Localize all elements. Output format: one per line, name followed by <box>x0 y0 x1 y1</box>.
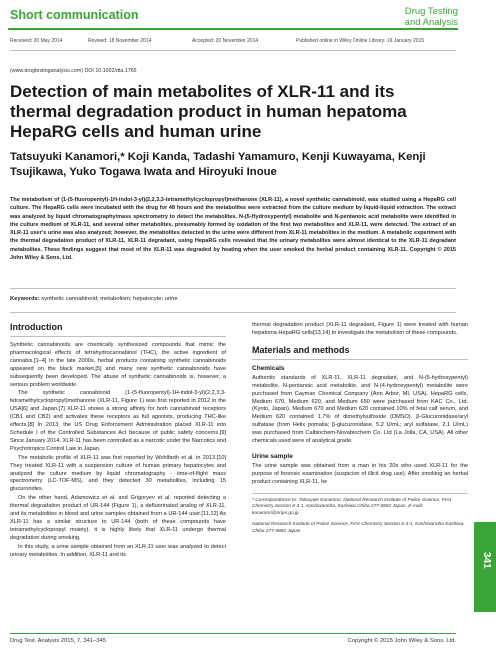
intro-continued: thermal degradation product (XLR-11 degradant, Figure 1) were treated with human hepatoma HepaRG cells[13,14] to investigate the metabolism of these compounds. <box>252 322 468 336</box>
article-title: Detection of main metabolites of XLR-11 and its thermal degradation product in human hepatoma HepaRG cells and human urine <box>10 82 407 141</box>
citation: Drug Test. Analysis 2015, 7, 341–345 <box>10 638 106 644</box>
author-list: Tatsuyuki Kanamori,* Koji Kanda, Tadashi Yamamuro, Kenji Kuwayama, Kenji Tsujikawa, Yuko Togawa Iwata and Hiroyuki Inoue <box>10 151 426 178</box>
journal-name <box>405 6 458 28</box>
keywords-label: Keywords: <box>10 296 40 302</box>
published-date: Published online in Wiley Online Library: 19 January 2015 <box>296 38 425 44</box>
methods-heading: Materials and methods <box>252 344 350 355</box>
urine-sample-heading: Urine sample <box>252 452 293 460</box>
footnote-rule <box>252 493 468 494</box>
left-column <box>10 322 226 560</box>
footer-rule <box>10 633 456 634</box>
intro-paragraph: On the other hand, Adamowicz et al. and Grigoryev et al. reported detecting a thermal degradation product of UR-144 (Figure 1), a defluorinated analog of XLR-11, and its metabolites in blood and urine samples obtained from a UR-144 user.[11,12] As XLR-11 has a similar structure to UR-144 (both of these compounds have tetramethylcyclopropyl moiety), it is highly likely that XLR-11 undergo thermal degradation during smoking. <box>10 495 226 541</box>
chemicals-text: Authentic standards of XLR-11, XLR-11 degradant, and N-(5-hydroxypentyl) metabolite, N-pentanoic acid metabolite, and N-(4-hydroxypentyl) metabolite were purchased from Cayman Chemical Company (Ann Arbor, MI, USA). HepaRG cells, Medium 670, Medium 620, and Medium 650 were purchased from KAC Co., Ltd. (Kyoto, Japan). Medium 670 and Medium 620 contained 10% of fetal calf serum, and Medium 620 contained 1.7% of dimethylsulfoxide (DMSO). β-Glucuronidase/aryl sulfatase (from Helix pomatia; β-glucuronidase, 5.2 U/mL; aryl sulfatase, 2.1 U/mL) was purchased from Calbiochem-Novabiochem Co. Ltd (La Jolla, CA, USA). All other chemicals used were of analytical grade. <box>252 374 468 445</box>
article-type: Short communication <box>10 8 139 22</box>
accepted-date: Accepted: 20 November 2014 <box>192 38 259 44</box>
keywords-rule <box>10 312 456 313</box>
received-date: Received: 20 May 2014 <box>10 38 63 44</box>
journal-name-line1: Drug Testing <box>404 6 458 17</box>
abstract: The metabolism of (1-(5-fluoropentyl)-1H-indol-3-yl)(2,2,3,3-tetramethylcyclopropyl)methanone (XLR-11), a novel synthetic cannabinoid, was studied using a HepaRG cell culture. The HepaRG cells were incubated with the drug for 48 hours and the metabolites were extracted from the culture medium by liquid-liquid extraction. The extract was analyzed by liquid chromatography/mass spectrometry to detect the metabolites. N-(5-Hydroxypentyl) metabolite and N-pentanoic acid metabolite were identified in the culture medium of XLR-11, and several other metabolites, presumably formed by oxidation of the first two metabolites and XLR-11, were detected. The extract of an XLR-11 user's urine was also analyzed; however, the metabolites detected in the urine were different from XLR-11 metabolites in the medium. A metabolic experiment with the thermal degradation product of XLR-11, XLR-11 degradant, using HepaRG cells revealed that the urinary metabolites were almost identical to the XLR-11 degradant metabolites. These findings suggest that most of the XLR-11 was degraded by heating when the user smoked the herbal product containing XLR-11. Copyright © 2015 John Wiley & Sons, Ltd. <box>10 197 456 262</box>
copyright: Copyright © 2015 John Wiley & Sons, Ltd. <box>347 638 456 644</box>
abstract-rule <box>10 288 456 289</box>
keywords-text: synthetic cannabinoid; metabolism; hepatocyte; urine <box>41 296 178 302</box>
intro-paragraph: The metabolic profile of XLR-11 was first reported by Wohlfarth et al. in 2013.[10] They treated XLR-11 with a suspension culture of human primary hepatocytes and analyzed the culture medium by liquid chromatography - time-of-flight mass spectrometry (LC-TOF-MS), and they detected 30 metabolites, including 15 glucuronides. <box>10 454 226 493</box>
intro-paragraph: In this study, a urine sample obtained from an XLR-11 user was analyzed to detect urinary metabolites. In addition, XLR-11 and its <box>10 543 226 558</box>
journal-name-line2: and Analysis <box>404 17 458 28</box>
section-rule <box>10 336 226 337</box>
correspondence-footnote: * Correspondence to: Tatsuyuki Kanamori, National Research Institute of Police Science, First Chemistry Section 6-3-1, Kashiwanoha, Kashiwa Chiba 277-0882 Japan. E-mail: kanamori@nrips.go.jp <box>252 497 451 517</box>
keywords <box>10 296 178 302</box>
urine-sample-text: The urine sample was obtained from a man in his 20s who used XLR-11 for the purpose of forensic examination (suspicion of illicit drug use). After smoking an herbal product containing XLR-11, he <box>252 462 468 485</box>
affiliation-footnote: National Research Institute of Police Science, First Chemistry Section 6-3-1, Kashiwanoha Kashiwa Chiba 277-0882 Japan <box>252 522 464 534</box>
intro-paragraph: Synthetic cannabinoids are chemically synthesized compounds that mimic the pharmacological effects of tetrahydrocannabinol (THC), the active ingredient of cannabis.[1–4] In the late 2000s, herbal products containing synthetic cannabinoids appeared on the black market,[5] and many new synthetic cannabinoids have subsequently been developed. The abuse of synthetic cannabinoids is, however, a serious problem worldwide. <box>10 342 226 388</box>
doi[interactable]: (www.drugtestinganalysis.com) DOI 10.1002/dta.1765 <box>10 68 137 74</box>
right-column <box>252 322 468 536</box>
intro-paragraph: The synthetic cannabinoid (1-(5-fluoropentyl)-1H-indol-3-yl)(2,2,3,3-tetramethylcyclopropyl)methanone (XLR-11, Figure 1) was first reported in 2012 in the USA[6] and Japan.[7] XLR-11 shows a strong affinity for both cannabinoid receptors (CB1 and CB2) and activates these receptors as full agonists, producing THC-like effects.[8] In 2013, the US Drug Enforcement Administration placed XLR-11 into Schedule I of the Controlled Substances Act because of public safety concerns.[9] Since January 2014, XLR-11 has been controlled as a narcotic under the Narcotics and Psychotropics Control Law in Japan. <box>10 390 226 452</box>
section-rule <box>252 359 468 360</box>
dates-rule <box>10 50 456 51</box>
header-rule <box>8 28 458 30</box>
chemicals-heading: Chemicals <box>252 364 285 372</box>
revised-date: Revised: 18 November 2014 <box>88 38 152 44</box>
page-number-tab <box>474 522 496 612</box>
page-number: 341 <box>481 552 492 569</box>
introduction-heading: Introduction <box>10 322 63 332</box>
